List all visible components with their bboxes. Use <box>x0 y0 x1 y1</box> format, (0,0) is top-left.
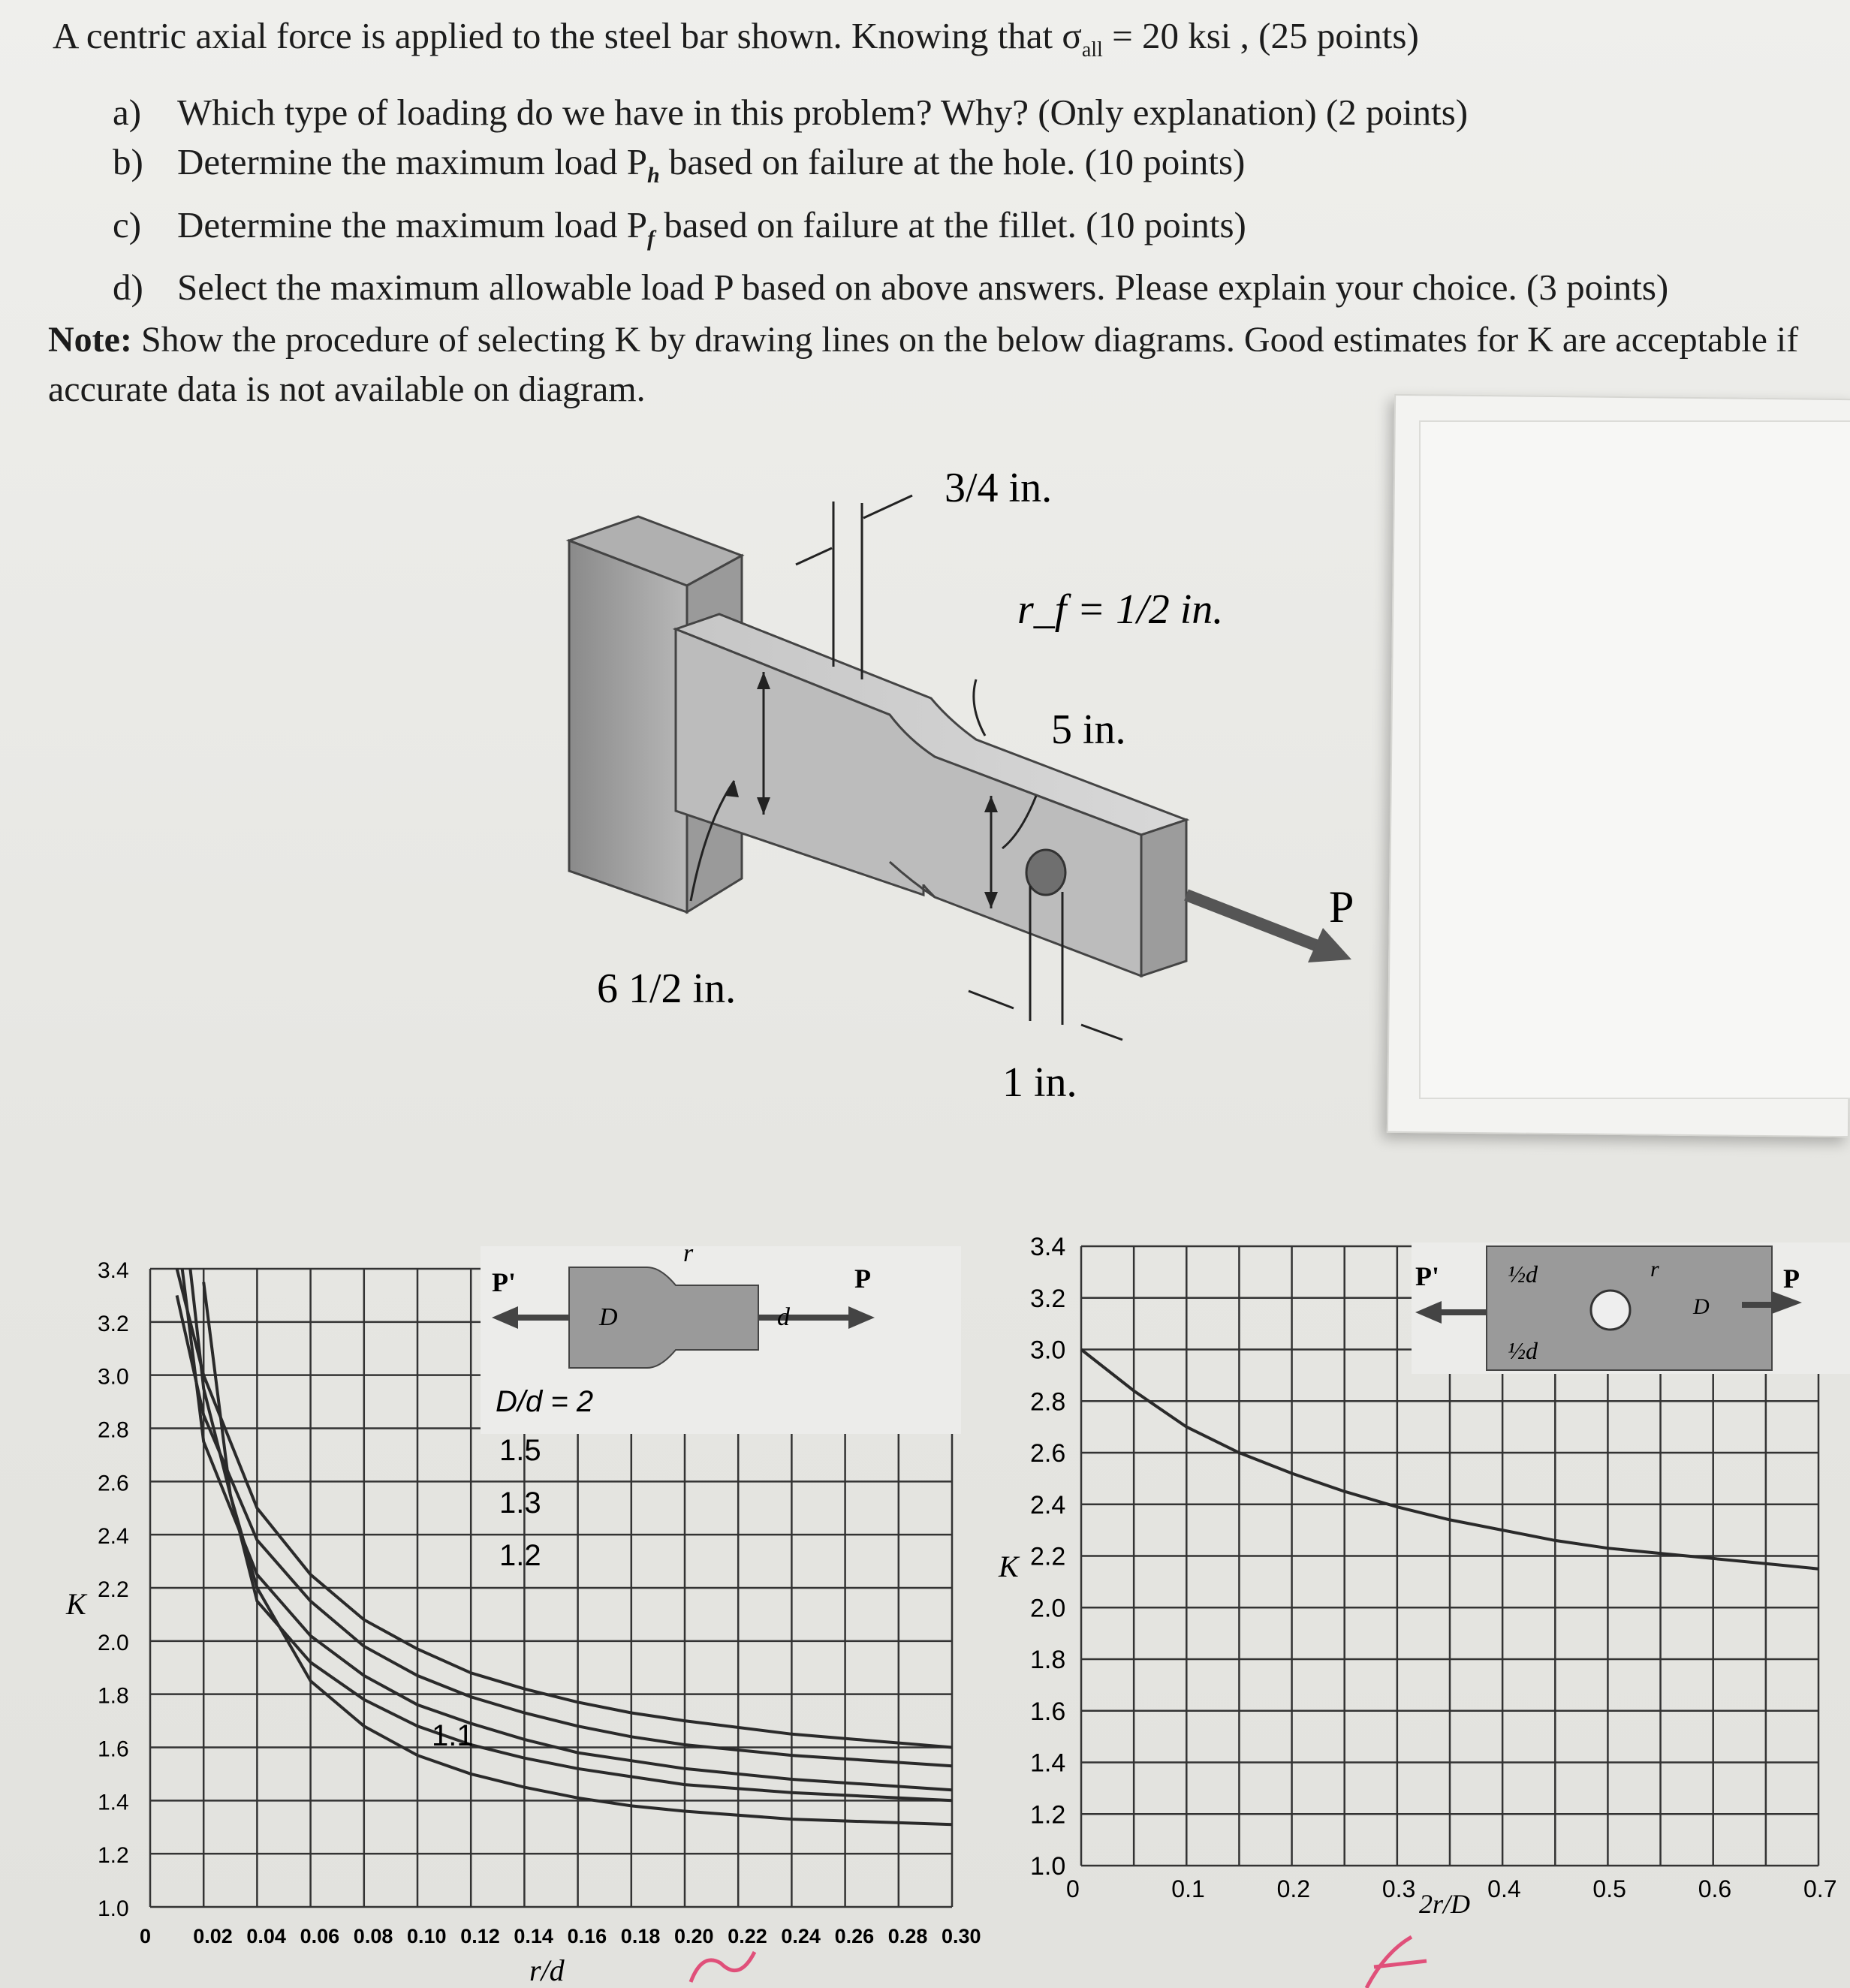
fillet-inset-p-right: P <box>854 1264 871 1294</box>
dim-thickness: 3/4 in. <box>945 465 1053 511</box>
question-tag: d) <box>113 267 143 309</box>
fillet-inset-D: D <box>599 1303 618 1331</box>
fillet-y-tick: 1.2 <box>98 1843 129 1869</box>
fillet-x-tick: 0.14 <box>514 1925 553 1947</box>
hole-x-tick: 0.1 <box>1171 1875 1205 1902</box>
fillet-x-tick: 0.30 <box>942 1925 981 1947</box>
question-text: Determine the maximum load P <box>177 140 647 182</box>
dim-hole: 1 in. <box>1002 1059 1077 1106</box>
hole-inset-half-d-bottom: ½d <box>1508 1337 1538 1364</box>
hole-y-tick: 1.6 <box>1030 1697 1066 1726</box>
question-rest: based on failure at the hole. (10 points) <box>659 140 1246 182</box>
question-tag: a) <box>113 91 142 133</box>
fillet-x-tick: 0.24 <box>781 1925 821 1947</box>
hole-chart-y-ticks <box>1030 1233 1065 1881</box>
question-sub: f <box>646 225 655 251</box>
fillet-y-tick: 3.2 <box>98 1311 129 1336</box>
fillet-chart-x-label: r/d <box>529 1953 565 1987</box>
hole-y-tick: 2.8 <box>1030 1387 1066 1417</box>
fillet-y-tick: 1.6 <box>98 1736 129 1762</box>
hole-inset-half-d-top: ½d <box>1508 1261 1538 1288</box>
hole-x-tick: 0.2 <box>1276 1875 1311 1902</box>
hole-x-tick: 0.3 <box>1381 1875 1416 1902</box>
hole-y-tick: 2.2 <box>1030 1542 1066 1571</box>
hole-inset-D: D <box>1693 1294 1710 1319</box>
fillet-y-tick: 1.8 <box>98 1683 129 1709</box>
hole-inset-p-right: P <box>1783 1264 1800 1294</box>
intro-text: A centric axial force is applied to the steel bar shown. Knowing that σ <box>53 15 1082 56</box>
red-ink-mark-right <box>1366 1937 1427 1988</box>
note-text: Show the procedure of selecting K by drawing lines on the below diagrams. Good estimates for K are acceptable if accurate data is not available on diagram. <box>48 320 1799 409</box>
fillet-x-tick: 0.12 <box>460 1925 500 1947</box>
fillet-y-tick: 1.4 <box>98 1790 129 1815</box>
fillet-x-tick: 0.28 <box>887 1925 928 1947</box>
intro-rest: = 20 ksi , (25 points) <box>1102 15 1419 56</box>
fillet-y-tick: 2.8 <box>98 1417 129 1443</box>
fillet-y-tick: 3.4 <box>98 1258 129 1283</box>
question-tag: c) <box>113 203 142 245</box>
question-sub: h <box>646 162 660 188</box>
fillet-curve-label: 1.2 <box>499 1539 541 1572</box>
fillet-y-tick: 2.4 <box>98 1524 129 1550</box>
question-text: Select the maximum allowable load P based on above answers. Please explain your choice. (3 points) <box>177 267 1669 309</box>
fillet-y-tick: 1.0 <box>98 1896 129 1921</box>
hole-y-tick: 1.0 <box>1030 1852 1066 1881</box>
question-rest: based on failure at the fillet. (10 points) <box>654 203 1246 245</box>
fillet-y-tick: 2.2 <box>98 1577 129 1602</box>
fillet-y-tick: 2.0 <box>98 1630 129 1655</box>
fillet-x-tick: 0.08 <box>353 1925 393 1947</box>
fillet-x-tick: 0.06 <box>300 1925 340 1947</box>
hole-x-tick: 0 <box>1066 1875 1080 1902</box>
hole-chart-x-label: 2r/D <box>1419 1889 1471 1919</box>
hole-y-tick: 2.0 <box>1030 1594 1066 1623</box>
hole-y-tick: 2.4 <box>1030 1490 1066 1520</box>
fillet-curve-label: 1.1 <box>432 1719 474 1752</box>
hole-chart-y-label: K <box>999 1550 1019 1583</box>
hole-y-tick: 3.4 <box>1030 1233 1066 1261</box>
fillet-x-tick: 0.20 <box>674 1925 714 1947</box>
fillet-inset-p-left: P' <box>492 1267 516 1297</box>
hole-inset-p-left: P' <box>1415 1261 1439 1291</box>
question-tag: b) <box>113 140 143 182</box>
question-text: Determine the maximum load P <box>177 203 647 245</box>
hole-inset-r: r <box>1650 1257 1659 1282</box>
dim-wide: 6 1/2 in. <box>597 965 737 1012</box>
intro-sub: all <box>1081 38 1103 62</box>
dim-radius: r_f = 1/2 in. <box>1017 586 1224 633</box>
hole-y-tick: 3.2 <box>1030 1284 1066 1313</box>
hole-y-tick: 2.6 <box>1030 1439 1066 1468</box>
fillet-curve-label: 1.5 <box>499 1434 541 1467</box>
fillet-curve-label: D/d = 2 <box>496 1385 594 1418</box>
fillet-y-tick: 3.0 <box>98 1364 129 1390</box>
hole-x-tick: 0.6 <box>1698 1875 1732 1902</box>
fillet-curve-label: 1.3 <box>499 1486 541 1520</box>
fillet-x-tick: 0.18 <box>620 1925 661 1947</box>
hole-y-tick: 1.4 <box>1030 1749 1066 1778</box>
fillet-x-tick: 0.02 <box>193 1925 233 1947</box>
hole-y-tick: 3.0 <box>1030 1336 1066 1365</box>
fillet-x-tick: 0.04 <box>246 1925 286 1947</box>
fillet-x-tick: 0 <box>140 1925 152 1947</box>
hole-x-tick: 0.4 <box>1487 1875 1521 1902</box>
fillet-chart-y-label: K <box>66 1587 86 1621</box>
fillet-y-tick: 2.6 <box>98 1471 129 1496</box>
dim-narrow: 5 in. <box>1051 706 1126 753</box>
fillet-inset-d: d <box>777 1303 790 1331</box>
hole-inset-hole <box>1591 1291 1630 1330</box>
hole-x-tick: 0.7 <box>1803 1875 1837 1902</box>
hole-y-tick: 1.2 <box>1030 1800 1066 1830</box>
fillet-x-tick: 0.26 <box>834 1925 875 1947</box>
hole-y-tick: 1.8 <box>1030 1646 1066 1674</box>
note-label: Note: <box>48 320 132 360</box>
red-ink-mark-left <box>691 1952 755 1982</box>
fillet-x-tick: 0.22 <box>728 1925 767 1947</box>
fillet-x-tick: 0.16 <box>567 1925 607 1947</box>
hole-x-tick: 0.5 <box>1592 1875 1626 1902</box>
question-text: Which type of loading do we have in this problem? Why? (Only explanation) (2 points) <box>177 91 1469 133</box>
fillet-x-tick: 0.10 <box>407 1925 447 1947</box>
load-label: P <box>1329 882 1354 932</box>
fillet-inset-r: r <box>683 1239 694 1267</box>
